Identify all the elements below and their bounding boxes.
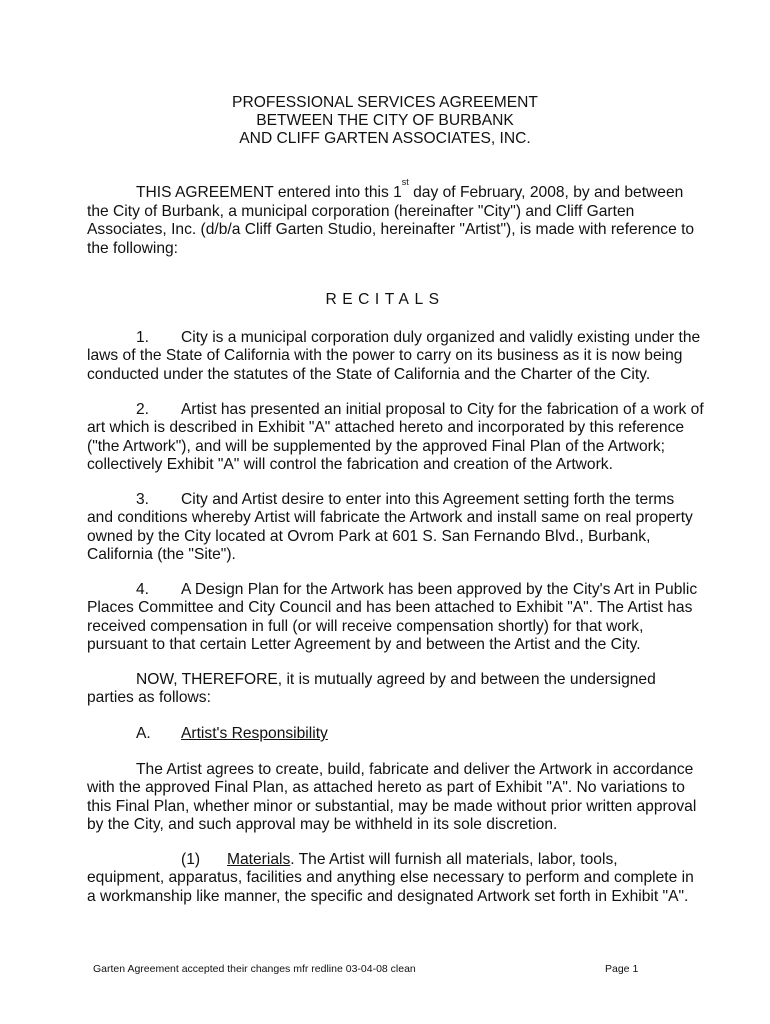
recital-4-line-2: Places Committee and City Council and has been attached to Exhibit "A". The Artist has	[87, 599, 693, 616]
section-a-line-1: The Artist agrees to create, build, fabricate and deliver the Artwork in accordance	[136, 761, 694, 778]
now-therefore-line-1: NOW, THEREFORE, it is mutually agreed by and between the undersigned	[136, 671, 656, 688]
materials-heading: Materials	[227, 851, 291, 868]
recital-3-number: 3.	[136, 491, 150, 508]
recital-2-number: 2.	[136, 401, 150, 418]
materials-line-2: equipment, apparatus, facilities and anything else necessary to perform and complete in	[87, 869, 694, 886]
recital-1-line-3: conducted under the statutes of the State of California and the Charter of the City.	[87, 366, 651, 383]
recital-4-number: 4.	[136, 581, 150, 598]
recital-1-number: 1.	[136, 329, 150, 346]
recital-4-line-3: received compensation in full (or will receive compensation shortly) for that work,	[87, 618, 644, 635]
recital-3-line-1: City and Artist desire to enter into this Agreement setting forth the terms	[181, 491, 675, 508]
footer-document-name: Garten Agreement accepted their changes mfr redline 03-04-08 clean	[93, 963, 416, 975]
materials-line-1: Materials. The Artist will furnish all materials, labor, tools,	[227, 851, 618, 868]
recital-3-line-2: and conditions whereby Artist will fabricate the Artwork and install same on real property	[87, 509, 693, 526]
recital-2-line-3: ("the Artwork"), and will be supplemented by the approved Final Plan of the Artwork;	[87, 438, 665, 455]
intro-line-4: the following:	[87, 240, 179, 257]
section-a-heading: Artist's Responsibility	[181, 725, 328, 742]
document-title-line-2: BETWEEN THE CITY OF BURBANK	[256, 112, 514, 129]
document-title-line-1: PROFESSIONAL SERVICES AGREEMENT	[232, 94, 538, 111]
recital-1-line-2: laws of the State of California with the power to carry on its business as it is now being	[87, 347, 683, 364]
section-a-line-3: this Final Plan, whether minor or substantial, may be made without prior written approval	[87, 798, 697, 815]
recital-4-line-1: A Design Plan for the Artwork has been approved by the City's Art in Public	[181, 581, 698, 598]
recital-2-line-1: Artist has presented an initial proposal to City for the fabrication of a work of	[181, 401, 704, 418]
intro-line-3: Associates, Inc. (d/b/a Cliff Garten Studio, hereinafter "Artist"), is made with reference to	[87, 221, 695, 238]
document-title-line-3: AND CLIFF GARTEN ASSOCIATES, INC.	[239, 130, 531, 147]
recital-3-line-3: owned by the City located at Ovrom Park at 601 S. San Fernando Blvd., Burbank,	[87, 528, 651, 545]
section-a-line-4: by the City, and such approval may be withheld in its sole discretion.	[87, 816, 558, 833]
intro-line-1: THIS AGREEMENT entered into this 1st day of February, 2008, by and between	[136, 177, 684, 201]
recital-4-line-4: pursuant to that certain Letter Agreement by and between the Artist and the City.	[87, 636, 641, 653]
now-therefore-line-2: parties as follows:	[87, 689, 211, 706]
materials-number: (1)	[181, 851, 201, 868]
recitals-heading: RECITALS	[325, 291, 445, 308]
ordinal-suffix: st	[401, 177, 409, 187]
recital-1-line-1: City is a municipal corporation duly organized and validly existing under the	[181, 329, 701, 346]
section-a-letter: A.	[136, 725, 151, 742]
recital-2-line-2: art which is described in Exhibit "A" attached hereto and incorporated by this reference	[87, 419, 685, 436]
footer-page-number: Page 1	[605, 963, 639, 975]
intro-line-2: the City of Burbank, a municipal corporation (hereinafter "City") and Cliff Garten	[87, 203, 635, 220]
recital-3-line-4: California (the "Site").	[87, 546, 236, 563]
recital-2-line-4: collectively Exhibit "A" will control the fabrication and creation of the Artwork.	[87, 456, 613, 473]
materials-line-3: a workmanship like manner, the specific and designated Artwork set forth in Exhibit "A".	[87, 888, 689, 905]
section-a-line-2: with the approved Final Plan, as attached hereto as part of Exhibit "A". No variations to	[87, 779, 685, 796]
